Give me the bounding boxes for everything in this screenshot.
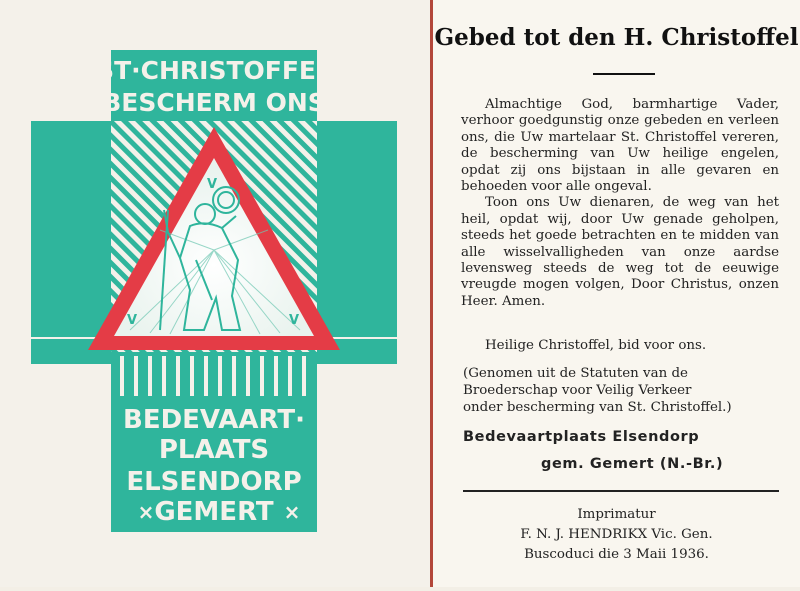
cross-mark-right: × <box>283 500 301 524</box>
footer-rule <box>463 490 779 492</box>
prayer-title: Gebed tot den H. Christoffel <box>434 24 799 51</box>
cross-mark-left: × <box>137 500 155 524</box>
sign-letter-left: V <box>126 313 138 328</box>
cross-right-arm <box>317 121 397 364</box>
source-note-line3: onder bescherming van St. Christoffel.) <box>463 400 732 415</box>
banner-line2: BESCHERM ONS <box>102 88 326 117</box>
source-note-line1: (Genomen uit de Statuten van de <box>463 366 688 381</box>
source-note-line2: Broederschap voor Veilig Verkeer <box>463 383 692 398</box>
prayer-paragraph-2: Toon ons Uw dienaren, de weg van het heil, opdat wij, door Uw genade geholpen, steeds het goede betrachten en te midden van alle wisselvalligheden van onze aardse levensweg steeds de weg tot de eeuwige vreugde mogen volgen, Door Christus, onzen Heer. Amen. <box>461 195 779 309</box>
imprimatur-name: F. N. J. HENDRIKX Vic. Gen. <box>520 527 713 542</box>
bottom-line1: BEDEVAART· <box>123 405 305 435</box>
invocation: Heilige Christoffel, bid voor ons. <box>485 338 707 353</box>
sign-letter-right: V <box>288 313 300 328</box>
prayer-body <box>461 97 779 310</box>
banner-line1: ST·CHRISTOFFEL <box>96 56 332 85</box>
place-line1: Bedevaartplaats Elsendorp <box>463 429 700 445</box>
bottom-line4: GEMERT <box>154 497 274 527</box>
bottom-line3: ELSENDORP <box>126 467 302 497</box>
imprimatur-date: Buscoduci die 3 Maii 1936. <box>524 547 709 562</box>
imprimatur-label: Imprimatur <box>577 507 656 522</box>
place-line2: gem. Gemert (N.-Br.) <box>541 456 724 472</box>
title-rule <box>593 73 655 75</box>
prayer-panel <box>433 0 800 587</box>
bars-band <box>111 352 317 396</box>
sign-letter-top: V <box>206 177 218 192</box>
cross-left-arm <box>31 121 111 364</box>
prayer-paragraph-1: Almachtige God, barmhartige Vader, verhoor goedgunstig onze gebeden en verleen ons, die Uw martelaar St. Christoffel vereren, de bescherming van Uw heilige engelen, opdat zij ons bijstaan in alle gevaren en behoeden voor alle ongeval. <box>461 97 779 195</box>
bottom-line2: PLAATS <box>158 435 270 465</box>
